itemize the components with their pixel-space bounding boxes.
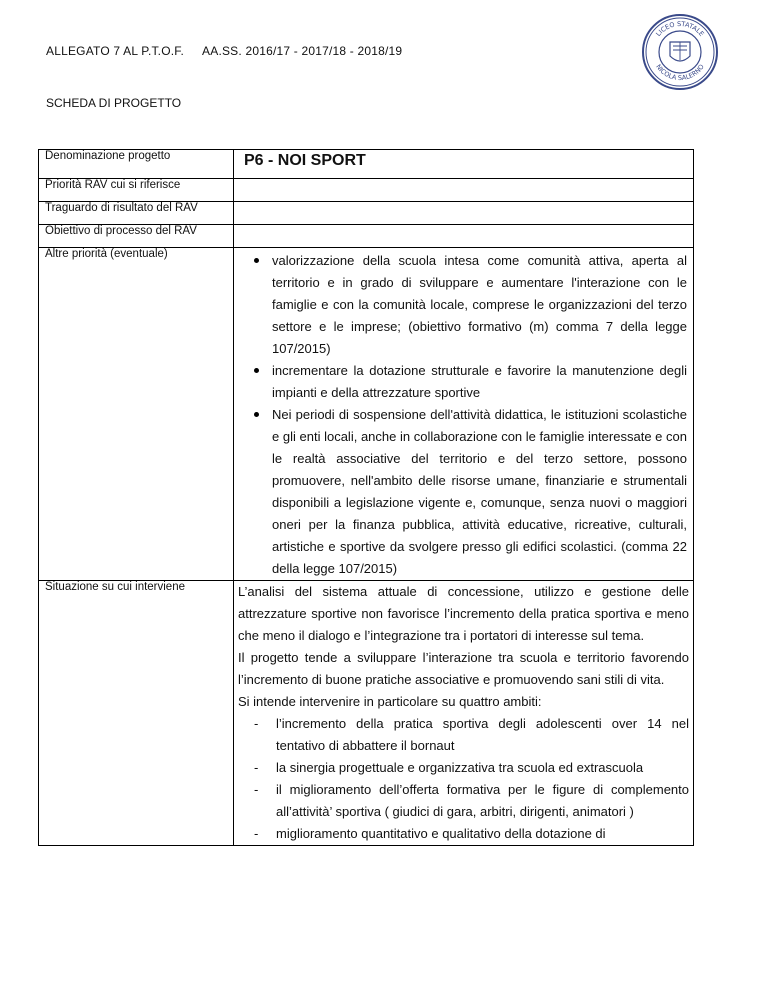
- list-item: - il miglioramento dell’offerta formativa per le figure di complemento all’attività’ sportiva ( giudici di gara, arbitri, dirigenti, animatori ): [276, 779, 689, 823]
- row-priorita: [39, 179, 694, 202]
- row-obiettivo: [39, 225, 694, 248]
- row-denominazione: [39, 150, 694, 179]
- row-traguardo: [39, 202, 694, 225]
- row-situazione: [39, 581, 694, 846]
- ambiti-list: [238, 713, 689, 845]
- list-item: - l’incremento della pratica sportiva degli adolescenti over 14 nel tentativo di abbattere il bornaut: [276, 713, 689, 757]
- altre-priorita-list: [240, 250, 687, 580]
- traguardo-label: Traguardo di risultato del RAV: [39, 202, 234, 225]
- list-item: valorizzazione della scuola intesa come comunità attiva, aperta al territorio e in grado di sviluppare e aumentare l'interazione con le famiglie e con la comunità locale, comprese le organizzazioni del terzo settore e le imprese; (obiettivo formativo (m) comma 7 della legge 107/2015): [272, 250, 687, 360]
- denominazione-label: Denominazione progetto: [39, 150, 234, 179]
- svg-text:LICEO STATALE: LICEO STATALE: [654, 19, 706, 38]
- anni-scolastici: AA.SS. 2016/17 - 2017/18 - 2018/19: [202, 44, 403, 58]
- obiettivo-value: [234, 225, 694, 248]
- row-altre-priorita: [39, 248, 694, 581]
- list-item: - la sinergia progettuale e organizzativa tra scuola ed extrascuola: [276, 757, 689, 779]
- list-item: - miglioramento quantitativo e qualitativo della dotazione di: [276, 823, 689, 845]
- svg-text:NICOLA SALERNO: NICOLA SALERNO: [654, 62, 706, 83]
- list-item: Nei periodi di sospensione dell'attività didattica, le istituzioni scolastiche e gli enti locali, anche in collaborazione con le famiglie interessate e con le realtà associative del territorio e del terzo settore, possono promuovere, nell'ambito delle risorse umane, finanziarie e strumentali disponibili a legislazione vigente e, comunque, senza nuovi o maggiori oneri per la finanza pubblica, attività educative, ricreative, culturali, artistiche e sportive da svolgere presso gli edifici scolastici. (comma 22 della legge 107/2015): [272, 404, 687, 580]
- school-seal-icon: [640, 12, 720, 92]
- list-item: incrementare la dotazione strutturale e favorire la manutenzione degli impianti e della attrezzature sportive: [272, 360, 687, 404]
- page-header: [46, 44, 402, 58]
- project-form-table: [38, 149, 694, 846]
- allegato-label: ALLEGATO 7 AL P.T.O.F.: [46, 44, 185, 58]
- situazione-paragraph-3: Si intende intervenire in particolare su quattro ambiti:: [238, 694, 542, 709]
- situazione-paragraph-1: L’analisi del sistema attuale di concessione, utilizzo e gestione delle attrezzature sportive non favorisce l’incremento della pratica sportiva e meno che meno il dialogo e l’integrazione tra i portatori di interesse sul tema.: [238, 584, 689, 643]
- situazione-value: [234, 581, 694, 846]
- priorita-value: [234, 179, 694, 202]
- page-subtitle: SCHEDA DI PROGETTO: [46, 96, 182, 110]
- denominazione-value: P6 - NOI SPORT: [234, 150, 694, 179]
- altre-priorita-value: [234, 248, 694, 581]
- altre-priorita-label: Altre priorità (eventuale): [39, 248, 234, 581]
- traguardo-value: [234, 202, 694, 225]
- situazione-label: Situazione su cui interviene: [39, 581, 234, 846]
- situazione-paragraph-2: Il progetto tende a sviluppare l’interazione tra scuola e territorio favorendo l’incremento di buone pratiche associative e promuovendo sani stili di vita.: [238, 650, 689, 687]
- priorita-label: Priorità RAV cui si riferisce: [39, 179, 234, 202]
- obiettivo-label: Obiettivo di processo del RAV: [39, 225, 234, 248]
